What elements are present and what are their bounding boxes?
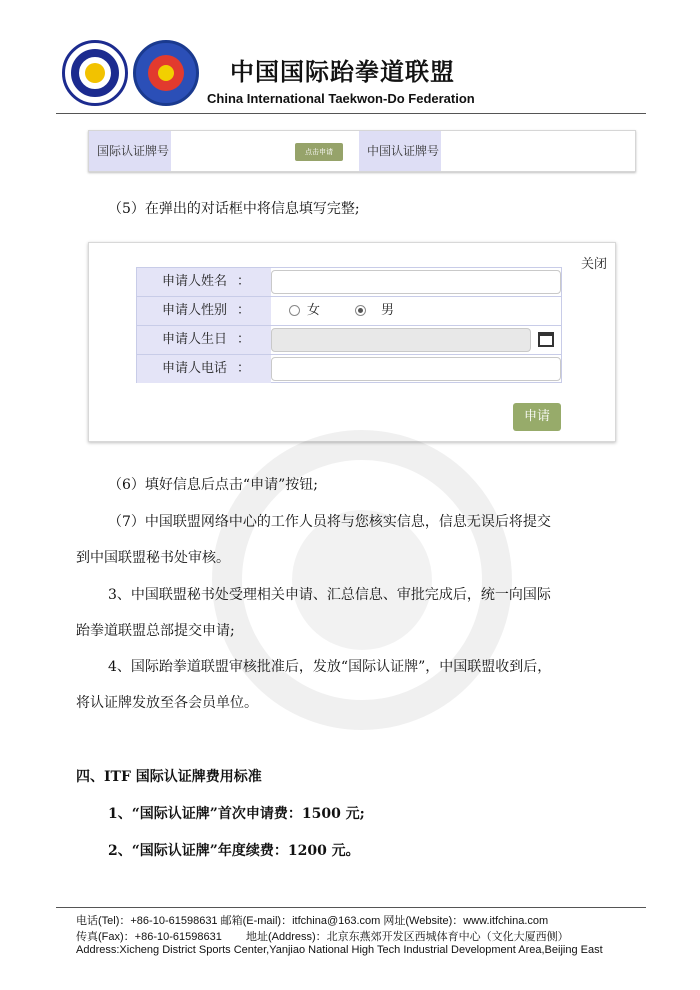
china-itf-logo-icon	[133, 40, 199, 106]
item-4-text-line2: 将认证牌发放至各会员单位。	[76, 695, 258, 711]
submit-application-button[interactable]: 申请	[513, 403, 561, 431]
federation-title-cn: 中国国际跆拳道联盟	[230, 58, 455, 86]
item-3-text-line2: 跆拳道联盟总部提交申请;	[76, 623, 235, 639]
gender-female-label: 女	[307, 303, 321, 318]
cn-cert-label: 中国认证牌号	[359, 131, 441, 171]
footer-contact: 电话(Tel)：+86-10-61598631 邮箱(E-mail)：itfchina@163.com 网址(Website)：www.itfchina.com	[76, 915, 549, 927]
federation-title-en: China International Taekwon-Do Federation	[207, 91, 475, 106]
field-label: 申请人电话 ：	[137, 355, 271, 383]
itf-logo-icon	[62, 40, 128, 106]
field-label: 申请人生日 ：	[137, 326, 271, 354]
form-row-gender	[137, 297, 561, 326]
header-divider	[56, 113, 646, 114]
field-label: 申请人性别 ：	[137, 297, 271, 325]
footer-address-en: Address:Xicheng District Sports Center,Yanjiao National High Tech Industrial Development Area,Beijing East	[76, 944, 603, 956]
fee-2-text: 2、“国际认证牌”年度续费：1200 元。	[108, 843, 360, 859]
apply-click-button[interactable]: 点击申请	[295, 143, 343, 161]
gender-male-label: 男	[381, 303, 395, 318]
applicant-birthday-input[interactable]	[271, 328, 531, 352]
application-dialog	[88, 242, 616, 442]
step-6-text: （6）填好信息后点击“申请”按钮;	[108, 477, 318, 493]
applicant-phone-input[interactable]	[271, 357, 561, 381]
footer-address-cn: 地址(Address)：北京东燕郊开发区西城体育中心（文化大厦西侧）	[246, 931, 569, 943]
intl-cert-label: 国际认证牌号	[89, 131, 171, 171]
section-4-heading: 四、ITF 国际认证牌费用标准	[76, 769, 262, 785]
page-header	[0, 0, 700, 116]
dialog-close-button[interactable]: 关闭	[581, 257, 608, 272]
step-5-text: （5）在弹出的对话框中将信息填写完整;	[108, 201, 360, 217]
gender-male-radio[interactable]	[355, 305, 366, 316]
fee-1-text: 1、“国际认证牌”首次申请费：1500 元;	[108, 806, 365, 822]
form-row-birthday	[137, 326, 561, 355]
gender-female-radio[interactable]	[289, 305, 300, 316]
footer-fax: 传真(Fax)：+86-10-61598631	[76, 931, 222, 943]
item-3-text-line1: 3、中国联盟秘书处受理相关申请、汇总信息、审批完成后，统一向国际	[108, 587, 551, 603]
step-7-text-line2: 到中国联盟秘书处审核。	[76, 550, 230, 566]
step-7-text-line1: （7）中国联盟网络中心的工作人员将与您核实信息，信息无误后将提交	[108, 514, 551, 530]
calendar-icon[interactable]	[538, 332, 554, 347]
certificate-apply-bar	[88, 130, 636, 172]
application-form	[136, 267, 562, 383]
item-4-text-line1: 4、国际跆拳道联盟审核批准后，发放“国际认证牌”，中国联盟收到后，	[108, 659, 552, 675]
applicant-name-input[interactable]	[271, 270, 561, 294]
form-row-phone	[137, 355, 561, 384]
form-row-name	[137, 268, 561, 297]
footer-divider	[56, 907, 646, 908]
field-label: 申请人姓名 ：	[137, 268, 271, 296]
